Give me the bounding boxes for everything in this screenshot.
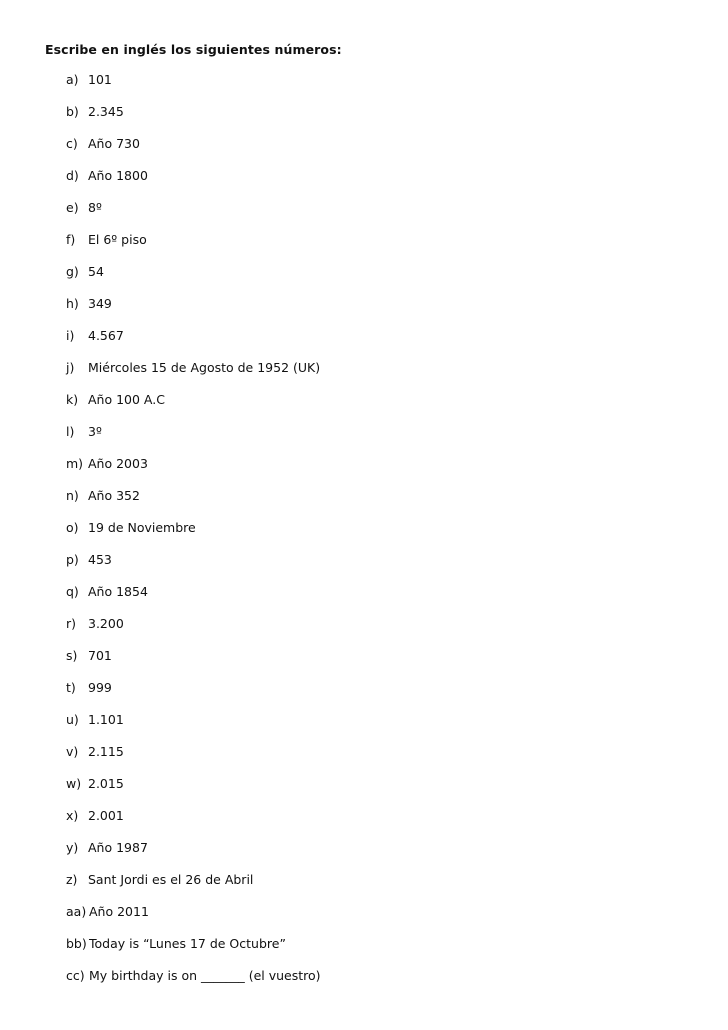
list-item	[66, 774, 321, 806]
item-marker: aa)	[66, 904, 87, 919]
list-item	[66, 422, 321, 454]
item-marker: n)	[66, 488, 79, 503]
item-text: 701	[88, 648, 112, 663]
list-item	[66, 166, 321, 198]
item-marker: i)	[66, 328, 75, 343]
item-marker: a)	[66, 72, 79, 87]
item-text: 54	[88, 264, 104, 279]
item-text: Today is “Lunes 17 de Octubre”	[89, 936, 286, 951]
item-text: El 6º piso	[88, 232, 147, 247]
list-item	[66, 710, 321, 742]
item-text: Año 1854	[88, 584, 148, 599]
item-text: 2.345	[88, 104, 124, 119]
item-marker: l)	[66, 424, 75, 439]
item-marker: p)	[66, 552, 79, 567]
item-text: Año 100 A.C	[88, 392, 165, 407]
item-marker: u)	[66, 712, 79, 727]
item-text: 101	[88, 72, 112, 87]
list-item	[66, 902, 321, 934]
item-text: Miércoles 15 de Agosto de 1952 (UK)	[88, 360, 321, 375]
list-item	[66, 838, 321, 870]
item-text: My birthday is on _______ (el vuestro)	[89, 968, 321, 983]
list-item	[66, 358, 321, 390]
list-item	[66, 934, 321, 966]
item-marker: y)	[66, 840, 79, 855]
item-text: 2.015	[88, 776, 124, 791]
item-marker: v)	[66, 744, 79, 759]
item-marker: m)	[66, 456, 84, 471]
item-marker: r)	[66, 616, 77, 631]
item-text: 8º	[88, 200, 102, 215]
item-text: Sant Jordi es el 26 de Abril	[88, 872, 254, 887]
list-item	[66, 518, 321, 550]
item-text: 19 de Noviembre	[88, 520, 196, 535]
item-marker: j)	[66, 360, 75, 375]
item-marker: o)	[66, 520, 79, 535]
item-text: Año 1800	[88, 168, 148, 183]
list-item	[66, 294, 321, 326]
item-marker: q)	[66, 584, 79, 599]
list-item	[66, 614, 321, 646]
item-marker: bb)	[66, 936, 87, 951]
list-item	[66, 646, 321, 678]
item-text: 3.200	[88, 616, 124, 631]
list-item	[66, 230, 321, 262]
item-marker: k)	[66, 392, 79, 407]
item-text: Año 730	[88, 136, 140, 151]
item-text: 453	[88, 552, 112, 567]
list-item	[66, 486, 321, 518]
item-text: 999	[88, 680, 112, 695]
exercise-title: Escribe en inglés los siguientes números:	[45, 42, 342, 57]
item-marker: z)	[66, 872, 78, 887]
item-marker: h)	[66, 296, 79, 311]
item-text: 349	[88, 296, 112, 311]
item-marker: f)	[66, 232, 76, 247]
item-marker: b)	[66, 104, 79, 119]
list-item	[66, 134, 321, 166]
list-item	[66, 70, 321, 102]
list-item	[66, 966, 321, 998]
item-marker: d)	[66, 168, 79, 183]
list-item	[66, 262, 321, 294]
list-item	[66, 742, 321, 774]
list-item	[66, 550, 321, 582]
item-marker: s)	[66, 648, 78, 663]
item-marker: c)	[66, 136, 78, 151]
list-item	[66, 454, 321, 486]
item-text: Año 352	[88, 488, 140, 503]
item-text: 1.101	[88, 712, 124, 727]
item-text: 2.001	[88, 808, 124, 823]
item-marker: e)	[66, 200, 79, 215]
item-marker: cc)	[66, 968, 85, 983]
item-marker: x)	[66, 808, 79, 823]
item-text: 4.567	[88, 328, 124, 343]
list-item	[66, 678, 321, 710]
list-item	[66, 326, 321, 358]
list-item	[66, 870, 321, 902]
item-text: Año 1987	[88, 840, 148, 855]
item-text: 2.115	[88, 744, 124, 759]
item-text: Año 2003	[88, 456, 148, 471]
list-item	[66, 582, 321, 614]
list-item	[66, 102, 321, 134]
list-item	[66, 806, 321, 838]
list-item	[66, 198, 321, 230]
list-item	[66, 390, 321, 422]
item-marker: g)	[66, 264, 79, 279]
item-marker: w)	[66, 776, 82, 791]
item-text: Año 2011	[89, 904, 149, 919]
item-marker: t)	[66, 680, 76, 695]
item-text: 3º	[88, 424, 102, 439]
exercise-list	[66, 70, 321, 998]
